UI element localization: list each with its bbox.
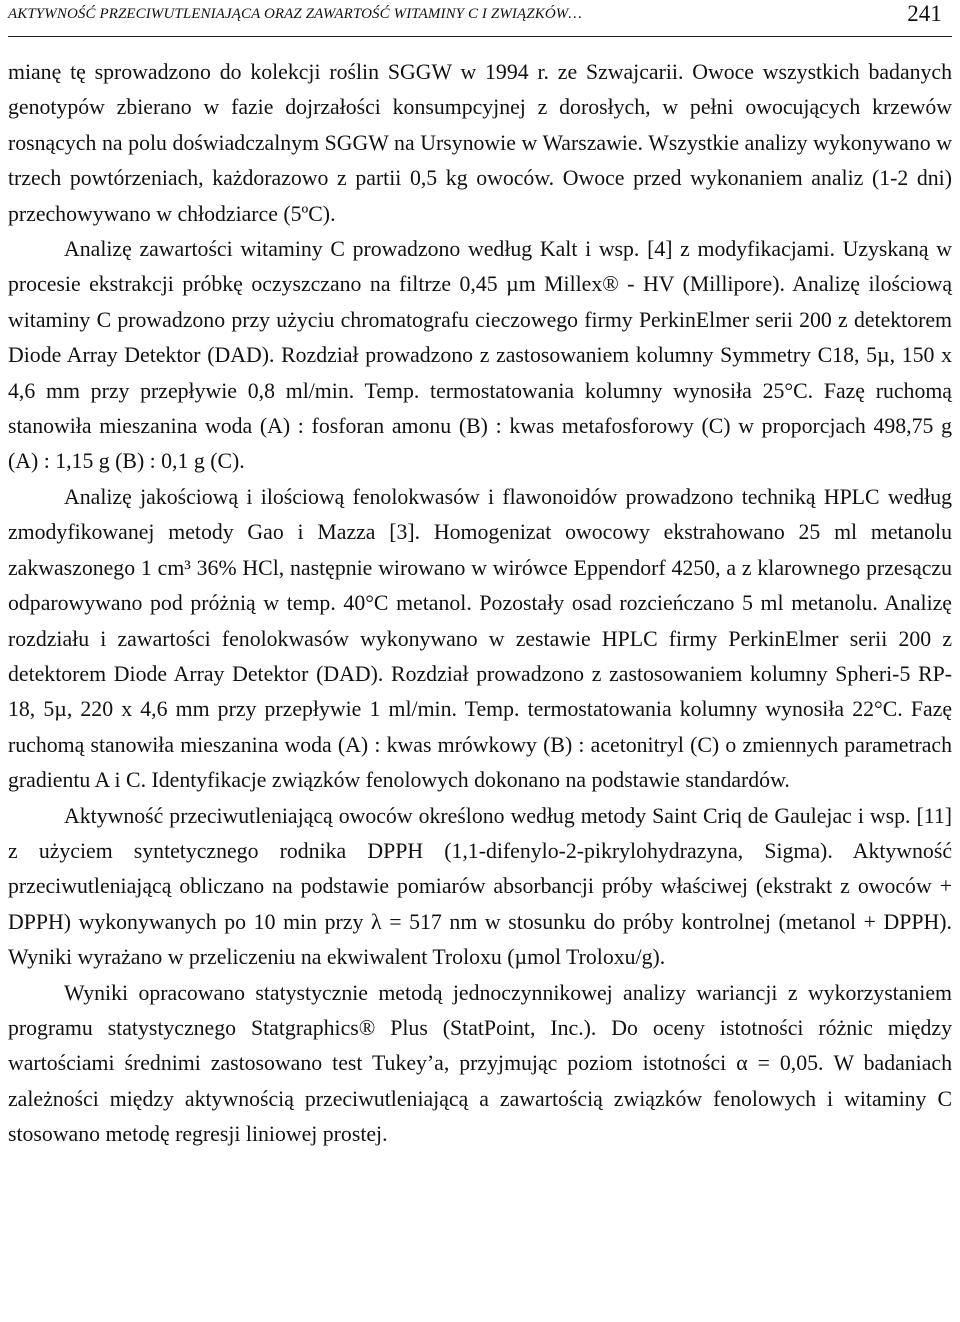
body-text — [8, 55, 952, 1153]
paragraph-antioxidant: Aktywność przeciwutleniającą owoców określono według metody Saint Criq de Gaulejac i wsp. [11] z użyciem syntetycznego rodnika DPPH (1,1-difenylo-2-pikrylohydrazyna, Sigma). Aktywność przeciwutleniającą obliczano na podstawie pomiarów absorbancji próby właściwej (ekstrakt z owoców + DPPH) wykonywanych po 10 min przy λ = 517 nm w stosunku do próby kontrolnej (metanol + DPPH). Wyniki wyrażano w przeliczeniu na ekwiwalent Troloxu (µmol Troloxu/g). — [8, 803, 952, 970]
page-number: 241 — [907, 1, 942, 26]
paragraph-continuation: mianę tę sprowadzono do kolekcji roślin SGGW w 1994 r. ze Szwajcarii. Owoce wszystkich badanych genotypów zbierano w fazie dojrzałości konsumpcyjnej z dorosłych, w pełni owocujących krzewów rosnących na polu doświadczalnym SGGW na Ursynowie w Warszawie. Wszystkie analizy wykonywano w trzech powtórzeniach, każdorazowo z partii 0,5 kg owoców. Owoce przed wykonaniem analiz (1-2 dni) przechowywano w chłodziarce (5ºC). — [8, 60, 952, 226]
paragraph-statistics: Wyniki opracowano statystycznie metodą jednoczynnikowej analizy wariancji z wykorzystaniem programu statystycznego Statgraphics® Plus (StatPoint, Inc.). Do oceny istotności różnic między wartościami średnimi zastosowano test Tukey’a, przyjmując poziom istotności α = 0,05. W badaniach zależności między aktywnością przeciwutleniającą a zawartością związków fenolowych i witaminy C stosowano metodę regresji liniowej prostej. — [8, 980, 952, 1147]
paragraph-phenolics: Analizę jakościową i ilościową fenolokwasów i flawonoidów prowadzono techniką HPLC według zmodyfikowanej metody Gao i Mazza [3]. Homogenizat owocowy ekstrahowano 25 ml metanolu zakwaszonego 1 cm³ 36% HCl, następnie wirowano w wirówce Eppendorf 4250, a z klarownego przesączu odparowywano pod próżnią w temp. 40°C metanol. Pozostały osad rozcieńczano 5 ml metanolu. Analizę rozdziału i zawartości fenolokwasów wykonywano w zestawie HPLC firmy PerkinElmer serii 200 z detektorem Diode Array Detektor (DAD). Rozdział prowadzono z zastosowaniem kolumny Spheri-5 RP-18, 5µ, 220 x 4,6 mm przy przepływie 1 ml/min. Temp. termostatowania kolumny wynosiła 22°C. Fazę ruchomą stanowiła mieszanina woda (A) : kwas mrówkowy (B) : acetonitryl (C) o zmiennych parametrach gradientu A i C. Identyfikacje związków fenolowych dokonano na podstawie standardów. — [8, 484, 952, 793]
paragraph-vitamin-c: Analizę zawartości witaminy C prowadzono według Kalt i wsp. [4] z modyfikacjami. Uzyskaną w procesie ekstrakcji próbkę oczyszczano na filtrze 0,45 µm Millex® - HV (Millipore). Analizę ilościową witaminy C prowadzono przy użyciu chromatografu cieczowego firmy PerkinElmer serii 200 z detektorem Diode Array Detektor (DAD). Rozdział prowadzono z zastosowaniem kolumny Symmetry C18, 5µ, 150 x 4,6 mm przy przepływie 0,8 ml/min. Temp. termostatowania kolumny wynosiła 25°C. Fazę ruchomą stanowiła mieszanina woda (A) : fosforan amonu (B) : kwas metafosforowy (C) w proporcjach 498,75 g (A) : 1,15 g (B) : 0,1 g (C). — [8, 237, 952, 474]
running-title: AKTYWNOŚĆ PRZECIWUTLENIAJĄCA ORAZ ZAWARTOŚĆ WITAMINY C I ZWIĄZKÓW… — [8, 6, 582, 22]
running-header — [8, 0, 952, 37]
